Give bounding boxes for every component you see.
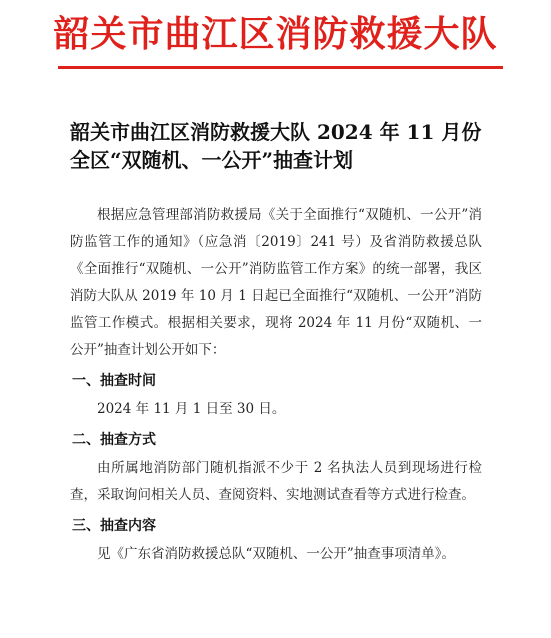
- section-heading-time: 一、抽查时间: [72, 373, 156, 389]
- section-body-content: 见《广东省消防救援总队“双随机、一公开”抽查事项清单》。: [97, 546, 456, 562]
- section-heading-method: 二、抽查方式: [72, 432, 156, 448]
- section-body-time: 2024 年 11 月 1 日至 30 日。: [97, 401, 286, 417]
- masthead-title: 韶关市曲江区消防救援大队: [53, 13, 498, 55]
- document-body: [70, 202, 482, 568]
- intro-paragraph: 根据应急管理部消防救援局《关于全面推行“双随机、一公开”消防监管工作的通知》（应急消〔2019〕241 号）及省消防救援总队《全面推行“双随机、一公开”消防监管工作方案》的统一部署，我区消防大队从 2019 年 10 月 1 日起已全面推行“双随机、一公开”消防监管工作模式。根据相关要求，现将 2024 年 11 月份“双随机、一公开”抽查计划公开如下：: [70, 207, 482, 358]
- section-heading-content: 三、抽查内容: [72, 518, 156, 534]
- document-title: 韶关市曲江区消防救援大队 2024 年 11 月份全区“双随机、一公开”抽查计划: [70, 120, 482, 172]
- section-body-method: 由所属地消防部门随机指派不少于 2 名执法人员到现场进行检查，采取询问相关人员、查阅资料、实地测试查看等方式进行检查。: [70, 460, 482, 503]
- masthead-red-rule: [58, 66, 503, 69]
